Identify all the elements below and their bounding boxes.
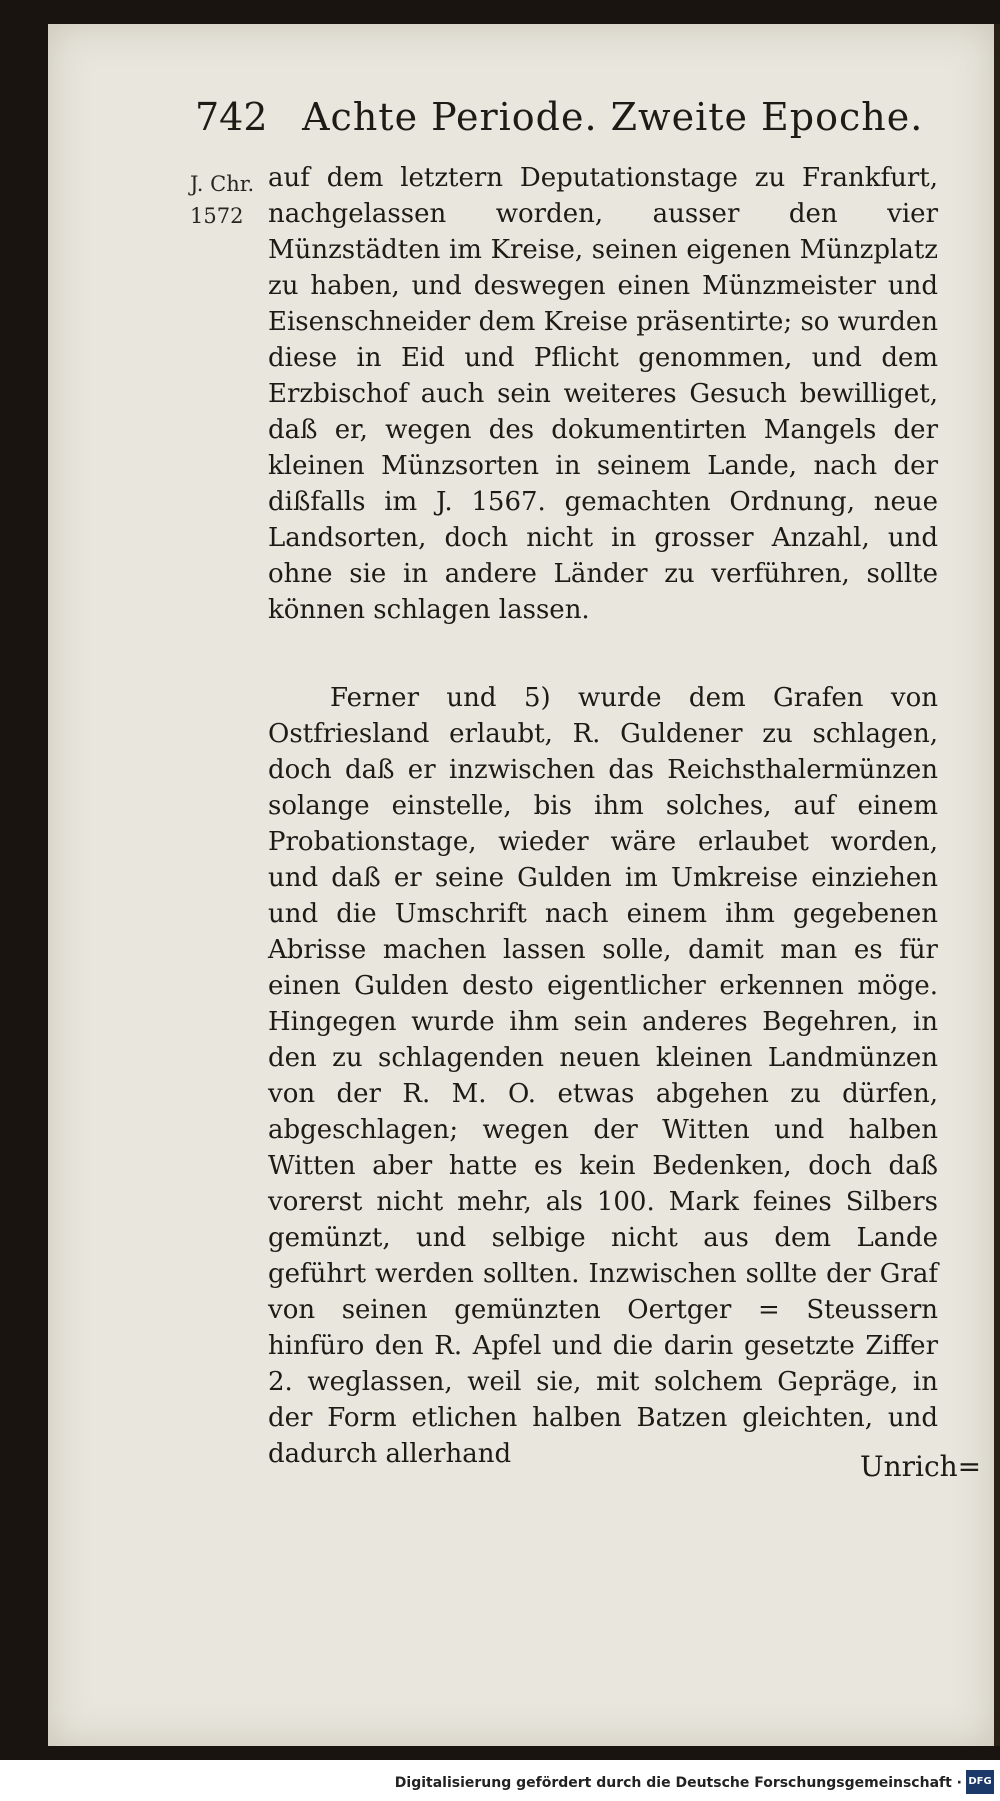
running-title: Achte Periode. Zweite Epoche.	[302, 95, 924, 139]
paragraph-1: auf dem letztern Deputationstage zu Frankfurt, nachgelassen worden, ausser den vier Münzstädten im Kreise, seinen eigenen Münzplatz zu haben, und deswegen einen Münzmeister und Eisenschneider dem Kreise präsentirte; so wurden diese in Eid und Pflicht genommen, und dem Erzbischof auch sein weiteres Gesuch bewilliget, daß er, wegen des dokumentirten Mangels der kleinen Münzsorten in seinem Lande, nach der dißfalls im J. 1567. gemachten Ordnung, neue Landsorten, doch nicht in grosser Anzahl, und ohne sie in andere Länder zu verführen, sollte können schlagen lassen.	[268, 163, 938, 625]
paragraph-2: Ferner und 5) wurde dem Grafen von Ostfriesland erlaubt, R. Guldener zu schlagen, doch daß er inzwischen das Reichsthalermünzen solange einstelle, bis ihm solches, auf einem Probationstage, wieder wäre erlaubet worden, und daß er seine Gulden im Umkreise einziehen und die Umschrift nach einem ihm gegebenen Abrisse machen lassen solle, damit man es für einen Gulden desto eigentlicher erkennen möge. Hingegen wurde ihm sein anderes Begehren, in den zu schlagenden neuen kleinen Landmünzen von der R. M. O. etwas abgehen zu dürfen, abgeschlagen; wegen der Witten und halben Witten aber hatte es kein Bedenken, doch daß vorerst nicht mehr, als 100. Mark feines Silbers gemünzt, und selbige nicht aus dem Lande geführt werden sollten. Inzwischen sollte der Graf von seinen gemünzten Oertger = Steussern hinfüro den R. Apfel und die darin gesetzte Ziffer 2. weglassen, weil sie, mit solchem Gepräge, in der Form etlichen halben Batzen gleichten, und dadurch allerhand	[268, 683, 938, 1469]
margin-era: J. Chr.	[190, 172, 255, 196]
catchword: Unrich=	[860, 1450, 982, 1483]
dfg-logo-icon: DFG	[966, 1770, 994, 1794]
margin-note	[190, 168, 266, 232]
margin-year: 1572	[190, 204, 244, 228]
page-header	[195, 95, 924, 155]
page-number: 742	[195, 95, 268, 139]
digitization-credit: Digitalisierung gefördert durch die Deutsche Forschungsgemeinschaft ·	[394, 1775, 962, 1791]
